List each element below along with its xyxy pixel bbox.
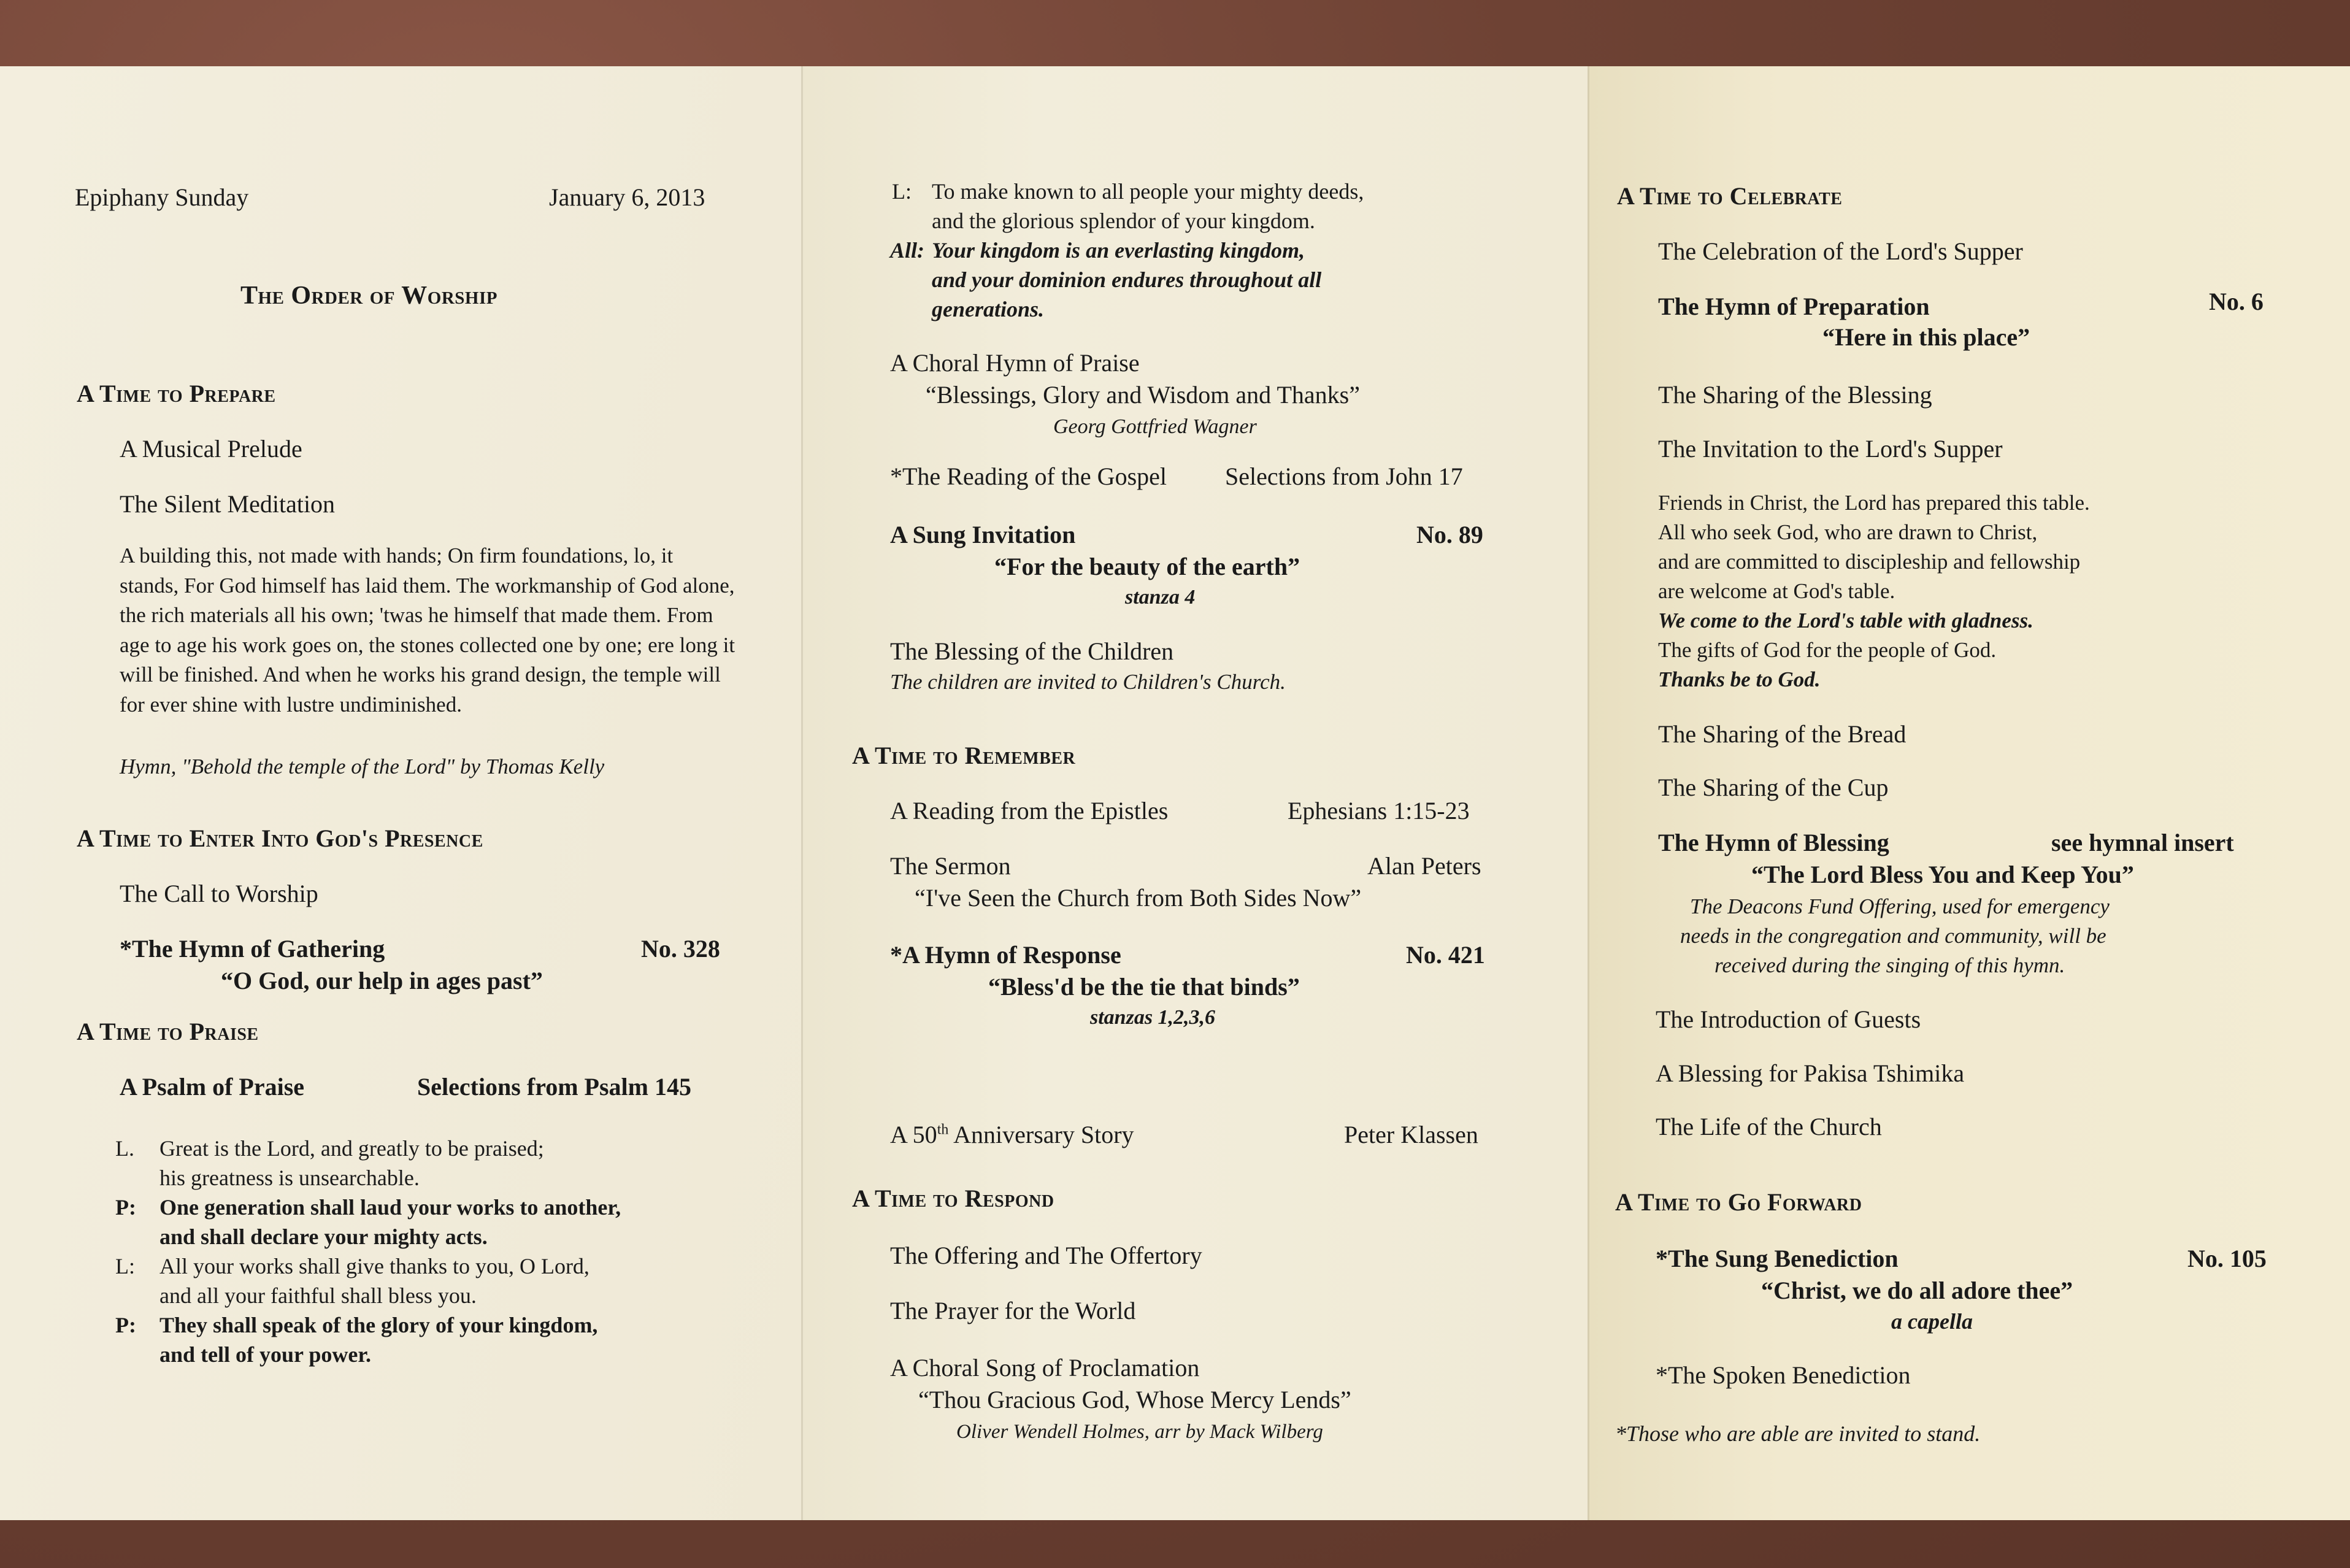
standing-footnote: *Those who are able are invited to stand.: [1615, 1421, 1981, 1446]
invitation-line: Friends in Christ, the Lord has prepared this table.: [1658, 491, 2090, 515]
section-prepare: A Time to Prepare: [77, 380, 276, 407]
deacons-note-line: The Deacons Fund Offering, used for emergency: [1690, 894, 2110, 918]
item-hymn-blessing: The Hymn of Blessing: [1658, 829, 1889, 856]
invitation-response: Thanks be to God.: [1658, 667, 1821, 691]
item-call-to-worship: The Call to Worship: [120, 880, 318, 907]
section-enter: A Time to Enter Into God's Presence: [77, 824, 483, 852]
item-sung-invitation: A Sung Invitation: [890, 521, 1076, 548]
hymn-gathering-number: No. 328: [641, 935, 720, 963]
litany-who: P:: [115, 1313, 136, 1337]
litany-line: One generation shall laud your works to another,: [159, 1195, 621, 1220]
item-spoken-benediction: *The Spoken Benediction: [1656, 1361, 1911, 1389]
hymn-response-number: No. 421: [1406, 941, 1485, 969]
invitation-line: and are committed to discipleship and fellowship: [1658, 550, 2081, 574]
children-note: The children are invited to Children's Church.: [890, 670, 1286, 694]
anniversary-label-sup: th: [937, 1121, 949, 1138]
litany-line: and all your faithful shall bless you.: [159, 1283, 477, 1308]
sermon-title: “I've Seen the Church from Both Sides Now”: [915, 884, 1362, 912]
item-children-blessing: The Blessing of the Children: [890, 637, 1174, 665]
hymn-gathering-title: “O God, our help in ages past”: [221, 967, 543, 994]
anniversary-speaker: Peter Klassen: [1344, 1121, 1478, 1148]
item-anniversary-story: [890, 1120, 1134, 1150]
item-celebration: The Celebration of the Lord's Supper: [1658, 237, 2023, 265]
sermon-speaker: Alan Peters: [1367, 852, 1481, 880]
middle-panel: [801, 66, 1588, 1520]
hymn-blessing-insert: see hymnal insert: [2051, 829, 2234, 856]
item-psalm: A Psalm of Praise: [120, 1073, 305, 1101]
litany-who: All:: [890, 238, 925, 263]
sung-invitation-title: “For the beauty of the earth”: [994, 553, 1300, 580]
anniversary-label-b: Anniversary Story: [948, 1121, 1134, 1148]
item-blessing-pakisa: A Blessing for Pakisa Tshimika: [1656, 1059, 1965, 1087]
gospel-selection: Selections from John 17: [1225, 463, 1463, 490]
invitation-line: are welcome at God's table.: [1658, 579, 1895, 603]
header-occasion: Epiphany Sunday: [75, 183, 249, 211]
item-hymn-preparation: The Hymn of Preparation: [1658, 293, 1930, 320]
section-praise: A Time to Praise: [77, 1018, 259, 1045]
item-prayer: The Prayer for the World: [890, 1297, 1136, 1324]
litany-line: and the glorious splendor of your kingdom.: [932, 209, 1315, 233]
deacons-note-line: needs in the congregation and community, will be: [1680, 924, 2106, 948]
invitation-response: We come to the Lord's table with gladness.: [1658, 609, 2033, 632]
deacons-note-line: received during the singing of this hymn.: [1715, 953, 2065, 977]
litany-line: and shall declare your mighty acts.: [159, 1224, 488, 1249]
litany-line: They shall speak of the glory of your kingdom,: [159, 1313, 598, 1337]
choral-song-credit: Oliver Wendell Holmes, arr by Mack Wilberg: [956, 1421, 1323, 1443]
item-sung-benediction: *The Sung Benediction: [1656, 1245, 1899, 1272]
left-panel: [0, 66, 801, 1520]
item-choral-hymn: A Choral Hymn of Praise: [890, 349, 1140, 377]
page-title: The Order of Worship: [240, 282, 497, 310]
litany-who: L:: [892, 179, 912, 204]
anniversary-label-a: A 50: [890, 1121, 937, 1148]
meditation-credit: Hymn, "Behold the temple of the Lord" by Thomas Kelly: [120, 755, 605, 778]
litany-who: L:: [115, 1254, 135, 1278]
item-introduction-guests: The Introduction of Guests: [1656, 1005, 1921, 1033]
item-sharing-blessing: The Sharing of the Blessing: [1658, 381, 1932, 409]
item-choral-song: A Choral Song of Proclamation: [890, 1354, 1200, 1382]
invitation-line: All who seek God, who are drawn to Christ,: [1658, 520, 2038, 544]
choral-song-title: “Thou Gracious God, Whose Mercy Lends”: [918, 1386, 1351, 1413]
hymn-preparation-title: “Here in this place”: [1822, 323, 2030, 351]
litany-who: P:: [115, 1195, 136, 1220]
litany-line: and tell of your power.: [159, 1342, 372, 1367]
sung-benediction-number: No. 105: [2187, 1245, 2267, 1272]
litany-line: generations.: [932, 297, 1045, 321]
item-life-church: The Life of the Church: [1656, 1113, 1882, 1140]
choral-hymn-title: “Blessings, Glory and Wisdom and Thanks”: [926, 381, 1360, 409]
item-silent-meditation: The Silent Meditation: [120, 490, 336, 518]
sung-invitation-stanza: stanza 4: [1125, 586, 1196, 609]
hymn-response-title: “Bless'd be the tie that binds”: [988, 973, 1300, 1001]
hymn-response-stanzas: stanzas 1,2,3,6: [1090, 1006, 1216, 1029]
litany-line: his greatness is unsearchable.: [159, 1166, 420, 1190]
section-go-forward: A Time to Go Forward: [1615, 1188, 1862, 1216]
litany-line: All your works shall give thanks to you, O Lord,: [159, 1254, 589, 1278]
item-sharing-bread: The Sharing of the Bread: [1658, 720, 1906, 748]
litany-line: To make known to all people your mighty deeds,: [932, 179, 1364, 204]
header-date: January 6, 2013: [549, 183, 705, 211]
choral-hymn-composer: Georg Gottfried Wagner: [1053, 415, 1257, 438]
epistle-reference: Ephesians 1:15-23: [1288, 797, 1470, 824]
litany-who: L.: [115, 1136, 134, 1161]
hymn-preparation-number: No. 6: [2209, 288, 2264, 315]
litany-line: and your dominion endures throughout all: [932, 267, 1322, 292]
section-celebrate: A Time to Celebrate: [1617, 182, 1843, 210]
item-hymn-response: *A Hymn of Response: [890, 941, 1121, 969]
sung-invitation-number: No. 89: [1416, 521, 1483, 548]
item-epistle-reading: A Reading from the Epistles: [890, 797, 1169, 824]
right-panel: [1588, 66, 2350, 1520]
invitation-line: The gifts of God for the people of God.: [1658, 638, 1997, 662]
item-sharing-cup: The Sharing of the Cup: [1658, 774, 1889, 801]
meditation-text: A building this, not made with hands; On firm foundations, lo, it stands, For God himself has laid them. The workmanship of God alone, the rich materials all his own; 'twas he himself that made them. From age to age his work goes on, the stones collected one by one; ere long it will be finished. And when he works his grand design, the temple will for ever shine with lustre undiminished.: [120, 544, 735, 717]
litany-line: Great is the Lord, and greatly to be praised;: [159, 1136, 544, 1161]
section-remember: A Time to Remember: [852, 742, 1076, 769]
hymn-blessing-title: “The Lord Bless You and Keep You”: [1751, 861, 2134, 888]
litany-line: Your kingdom is an everlasting kingdom,: [932, 238, 1305, 263]
item-musical-prelude: A Musical Prelude: [120, 435, 302, 463]
item-offering: The Offering and The Offertory: [890, 1242, 1202, 1269]
psalm-selection: Selections from Psalm 145: [417, 1073, 691, 1101]
sung-benediction-title: “Christ, we do all adore thee”: [1761, 1277, 2073, 1304]
section-respond: A Time to Respond: [852, 1185, 1054, 1212]
item-hymn-gathering: *The Hymn of Gathering: [120, 935, 385, 963]
sung-benediction-style: a capella: [1891, 1309, 1973, 1334]
item-gospel-reading: *The Reading of the Gospel: [890, 463, 1167, 490]
item-sermon: The Sermon: [890, 852, 1011, 880]
item-invitation: The Invitation to the Lord's Supper: [1658, 435, 2003, 463]
